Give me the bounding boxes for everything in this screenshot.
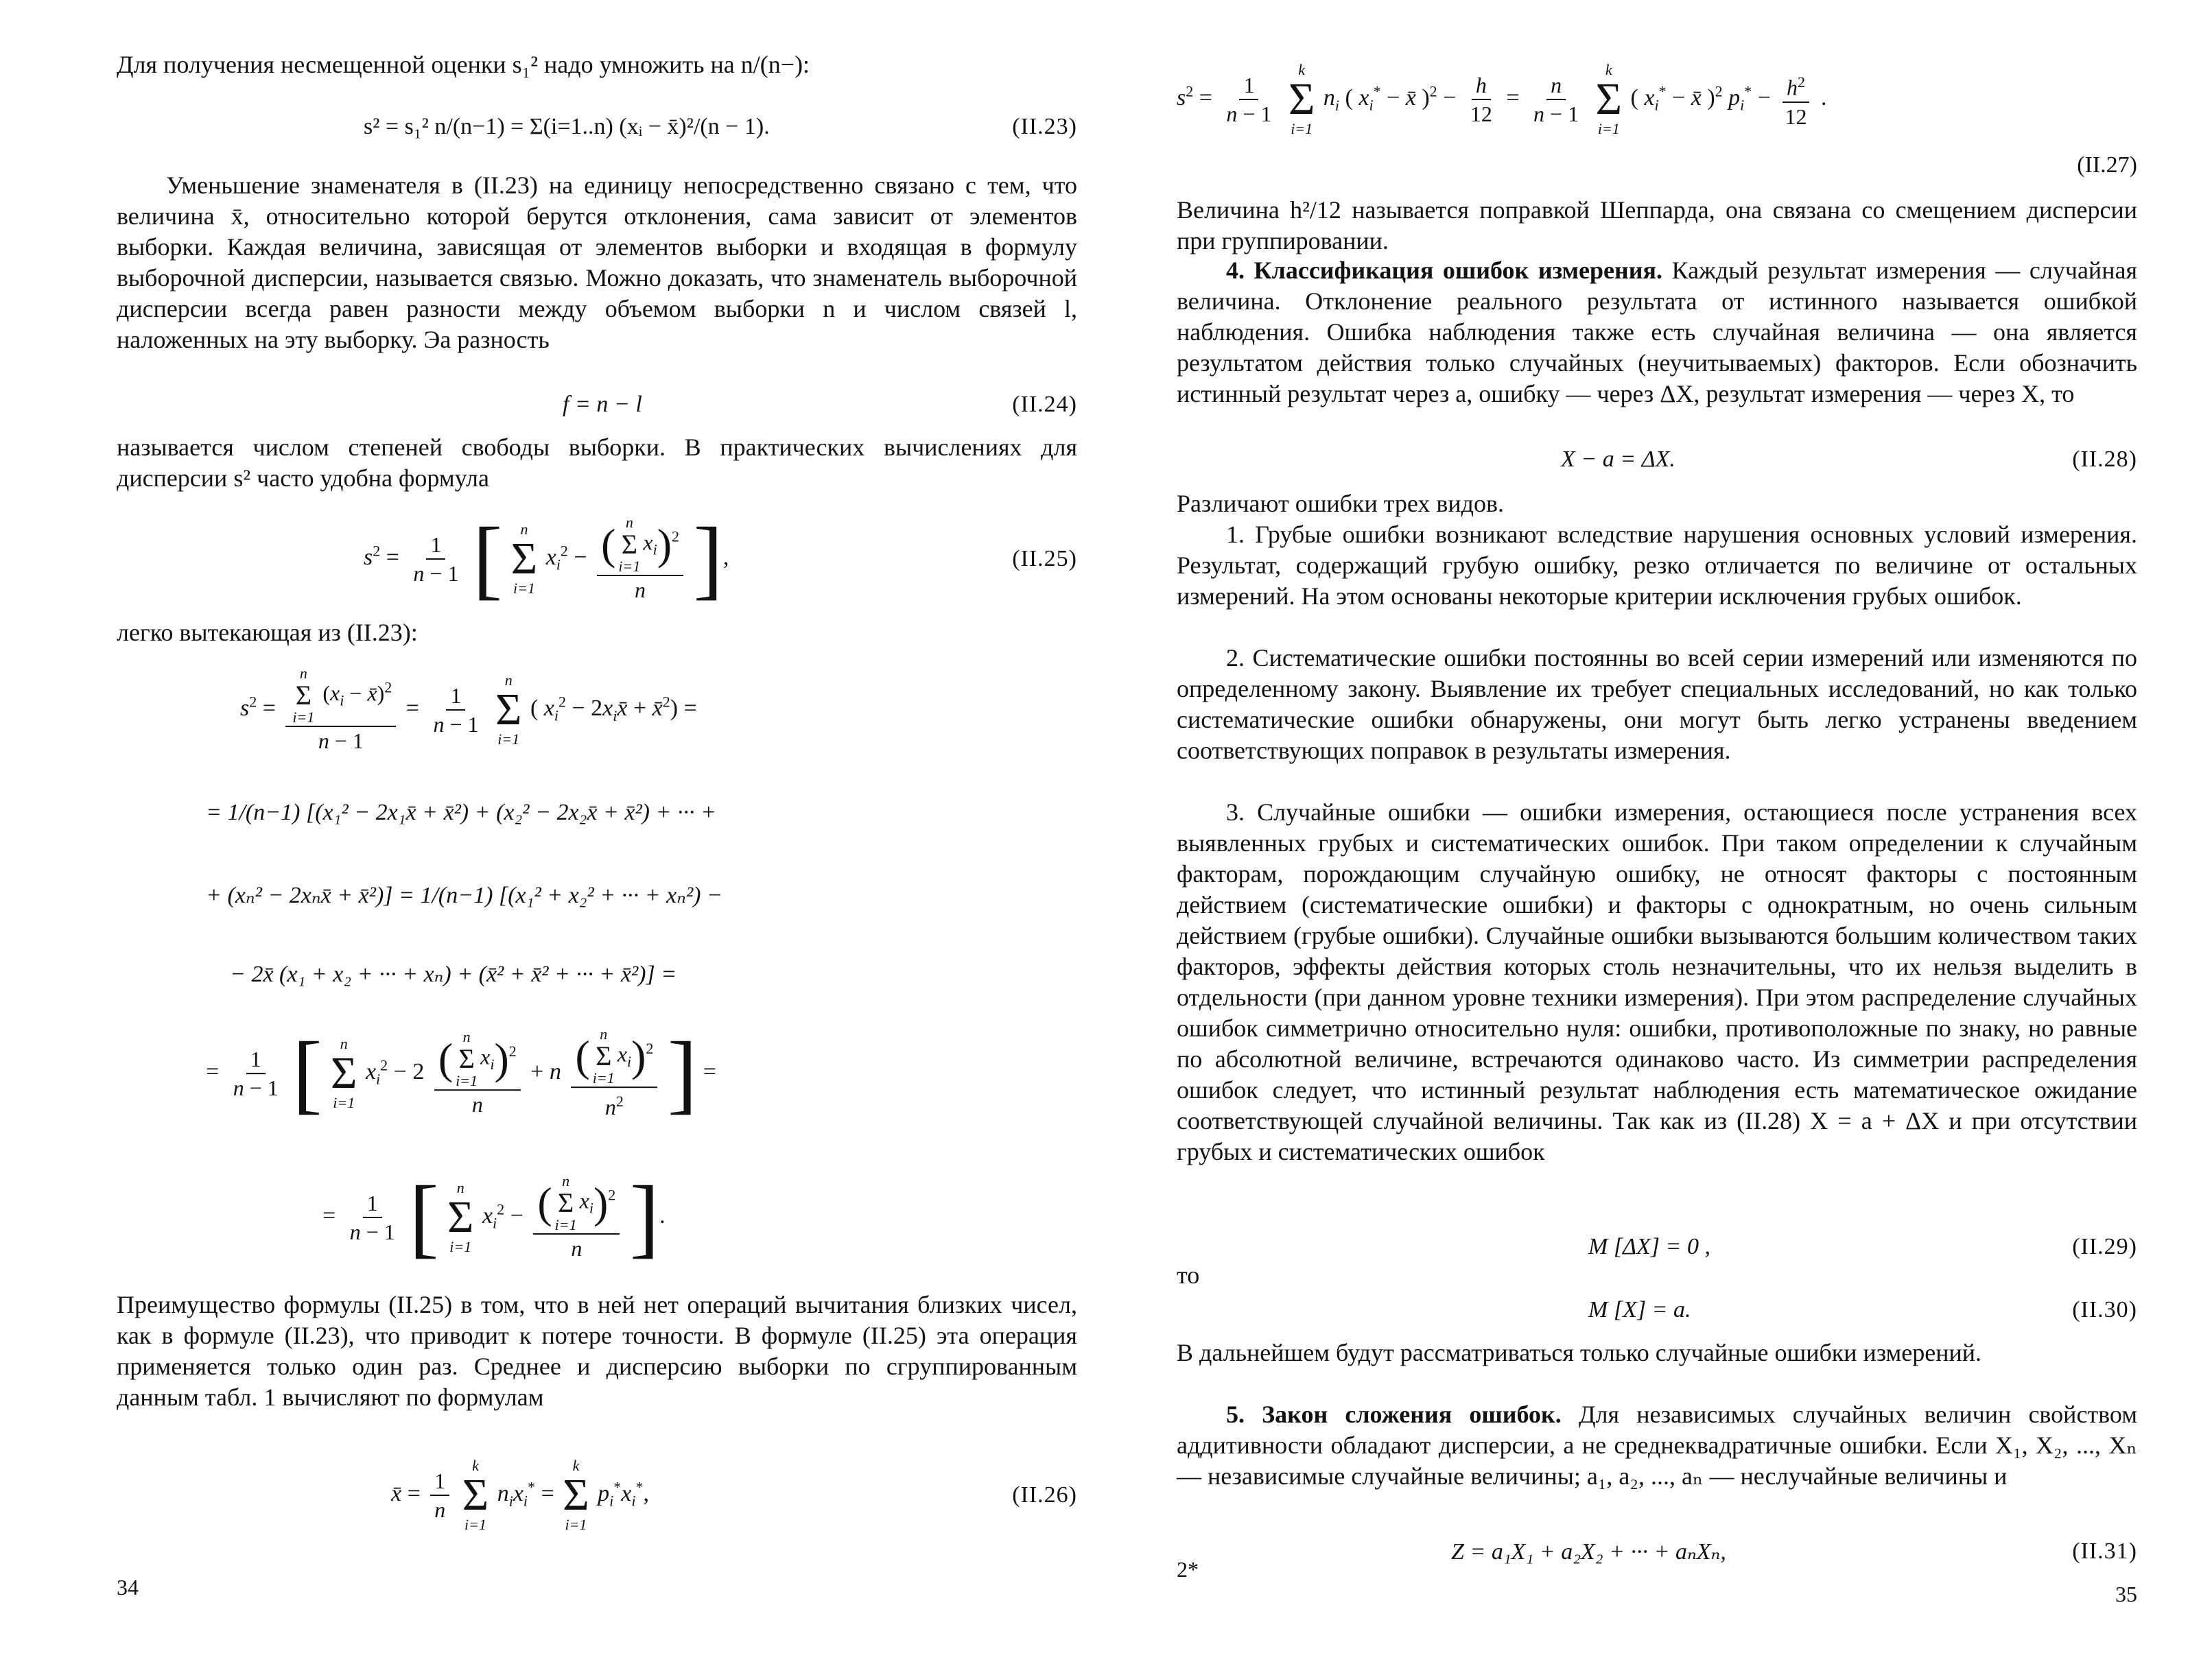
equation-II23-number: (II.23): [1012, 114, 1077, 139]
equation-II24-number: (II.24): [1012, 392, 1077, 417]
equation-II25-body: $s^2$ = $\frac{1}{n - 1}$ [ n Σ i=1 $x_i^2$ − ( n Σ i=1 $x_i)^2$ n ],: [364, 510, 729, 608]
paragraph-advantage: Преимущество формулы (II.25) в том, что в ней нет операций вычитания близких чисел, как в формуле (II.23), что приводит к потере точности. В формуле (II.25) эта операция применяется только один раз. Среднее и дисперсию выборки по сгруппированным данным табл. 1 вычисляют по формулам: [117, 1291, 1077, 1411]
derivation-line-6: = $\frac{1}{n - 1}$ [ n Σ i=1 $x_i^2$ − ( n Σ i=1 $x_i)^2$ n ].: [322, 1168, 666, 1267]
equation-II31-number: (II.31): [2072, 1538, 2137, 1564]
equation-II27: $s^2$ = $\frac{1}{n - 1}$ k Σ i=1 $n_i$ ( $x_i^*$ − x̄ )$^2$ − $\frac{h}{12}$ = $\frac{n}{n - 1}$ k Σ i=1 ( $x_i^*$ − x̄ )$^2$ $p_i^*$ − $\frac{h^2}{12}$ .: [1177, 61, 1827, 137]
equation-II31: Z = a₁X₁ + a₂X₂ + ··· + aₙXₙ, (II.31): [1451, 1538, 2137, 1565]
equation-II28: X − a = ΔX. (II.28): [1561, 447, 2137, 472]
right-page: [1177, 0, 2137, 1664]
derivation-line-4: − 2x̄ (x₁ + x₂ + ··· + xₙ) + (x̄² + x̄² + ··· + x̄²)] =: [230, 962, 677, 987]
derivation-line-3: + (xₙ² − 2xₙx̄ + x̄²)] = 1/(n−1) [(x₁² + x₂² + ··· + xₙ²) −: [206, 883, 722, 908]
paragraph-only-random: В дальнейшем будут рассматриваться только случайные ошибки измерений.: [1177, 1339, 1982, 1366]
word-to: то: [1177, 1261, 1200, 1289]
paragraph-sheppard: Величина h²/12 называется поправкой Шеппарда, она связана со смещением дисперсии при группировании.: [1177, 196, 2137, 254]
paragraph-three-kinds: Различают ошибки трех видов.: [1177, 490, 1504, 517]
paragraph-gross-errors: 1. Грубые ошибки возникают вследствие нарушения основных условий измерения. Результат, содержащий грубую ошибку, резко отличается по величине от остальных измерений. На этом основаны некоторые критерии исключения грубых ошибок.: [1177, 521, 2137, 610]
equation-II29: M [ΔX] = 0 , (II.29): [1588, 1234, 2137, 1259]
equation-II25-number: (II.25): [1012, 546, 1077, 571]
section-4-text: Каждый результат измерения — случайная величина. Отклонение реального результата от истинного называется ошибкой наблюдения. Ошибка наблюдения также есть случайная величина — она является результатом действия только случайных (неучитываемых) факторов. Если обозначить истинный результат через a, ошибку — через ΔX, результат измерения — через X, то: [1177, 257, 2138, 407]
equation-II24-body: f = n − l: [563, 392, 642, 417]
paragraph-systematic-errors: 2. Систематические ошибки постоянны во всей серии измерений или изменяются по определенному закону. Выявление их требует специальных исследований, но как только систематические ошибки обнаружены, они могут быть легко устранены введением соответствующих поправок в результаты измерения.: [1177, 644, 2137, 764]
section-5: [1177, 1399, 2137, 1492]
equation-II28-number: (II.28): [2072, 447, 2137, 472]
section-5-heading: 5. Закон сложения ошибок.: [1226, 1401, 1562, 1428]
paragraph-intro: Для получения несмещенной оценки s₁² надо умножить на n/(n−):: [117, 51, 810, 78]
equation-II23: [117, 89, 1077, 165]
paragraph-derived-from: легко вытекающая из (II.23):: [117, 619, 418, 646]
equation-II27-number: (II.27): [2077, 152, 2137, 178]
section-4-heading: 4. Классификация ошибок измерения.: [1226, 257, 1662, 284]
equation-II30-number: (II.30): [2072, 1297, 2137, 1322]
derivation-line-2: = 1/(n−1) [(x₁² − 2x₁x̄ + x̄²) + (x₂² − 2x₂x̄ + x̄²) + ··· +: [206, 800, 716, 825]
section-4: [1177, 255, 2137, 409]
paragraph-convenient-formula: называется числом степеней свободы выборки. В практических вычислениях для дисперсии s² часто удобна формула: [117, 433, 1077, 492]
equation-II26: x̄ = $\frac{1}{n}$ k Σ i=1 $n_ix_i^*$ = k Σ i=1 $p_i^*x_i^*$, (II.26): [391, 1457, 1077, 1533]
section-5-text: Для независимых случайных величин свойством аддитивности обладают дисперсии, а не среднеквадратичные ошибки. Если X₁, X₂, ..., Xₙ — независимые случайные величины; a₁, a₂, ..., aₙ — неслучайные величины и: [1177, 1401, 2138, 1490]
derivation-line-5: = $\frac{1}{n - 1}$ [ n Σ i=1 $x_i^2 - 2$ ( n Σ i=1 $x_i)^2$ n + n ( n Σ i=1 $x_i)^2$ $n^2$ ] =: [206, 1024, 716, 1123]
equation-II25: [117, 494, 1077, 624]
paragraph-random-errors: 3. Случайные ошибки — ошибки измерения, остающиеся после устранения всех выявленных грубых и систематических ошибок. При таком определении к случайным факторам, порождающим случайную ошибку, не относят факторы с постоянным действием (систематические ошибки) и факторы с однократным, но очень сильным действием (грубые ошибки). Случайные ошибки вызываются большим количеством таких факторов, эффекты действия которых столь незначительны, что их нельзя выделить в отдельности (при данном уровне техники измерения). При этом распределение случайных ошибок симметрично относительно нуля: ошибки, противоположные по знаку, но равные по абсолютной величине, встречаются одинаково часто. Из симметрии распределения ошибок следует, что истинный результат наблюдения есть математическое ожидание соответствующей случайной величины. Так как из (II.28) X = a + ΔX и при отсутствии грубых и систематических ошибок: [1177, 798, 2137, 1165]
signature-mark: 2*: [1177, 1557, 1199, 1582]
left-page: [117, 0, 1077, 1664]
equation-II30: M [X] = a. (II.30): [1588, 1297, 2137, 1322]
equation-II24: [117, 384, 1077, 425]
paragraph-degrees-of-freedom: Уменьшение знаменателя в (II.23) на единицу непосредственно связано с тем, что величина x̄, относительно которой берутся отклонения, сама зависит от элементов выборки. Каждая величина, зависящая от элементов выборки и входящая в формулу выборочной дисперсии, называется связью. Можно доказать, что знаменатель выборочной дисперсии всегда равен разности между объемом выборки n и числом связей l, наложенных на эту выборку. Эа разность: [117, 171, 1077, 353]
derivation-line-1: $s^2$ = n Σ i=1 ($x_i$ − x̄)$^2$ n − 1 = $\frac{1}{n - 1}$ n Σ i=1 ( $x_i^2$ − $2x_ix̄$ + x̄$^2$) =: [240, 665, 697, 753]
equation-II26-number: (II.26): [1012, 1482, 1077, 1508]
page-number-right: 35: [2115, 1582, 2137, 1606]
equation-II23-body: s² = s₁² n/(n−1) = Σ(i=1..n) (xᵢ − x̄)²/(n − 1).: [364, 114, 770, 139]
page-number-left: 34: [117, 1575, 139, 1600]
equation-II29-number: (II.29): [2072, 1234, 2137, 1259]
